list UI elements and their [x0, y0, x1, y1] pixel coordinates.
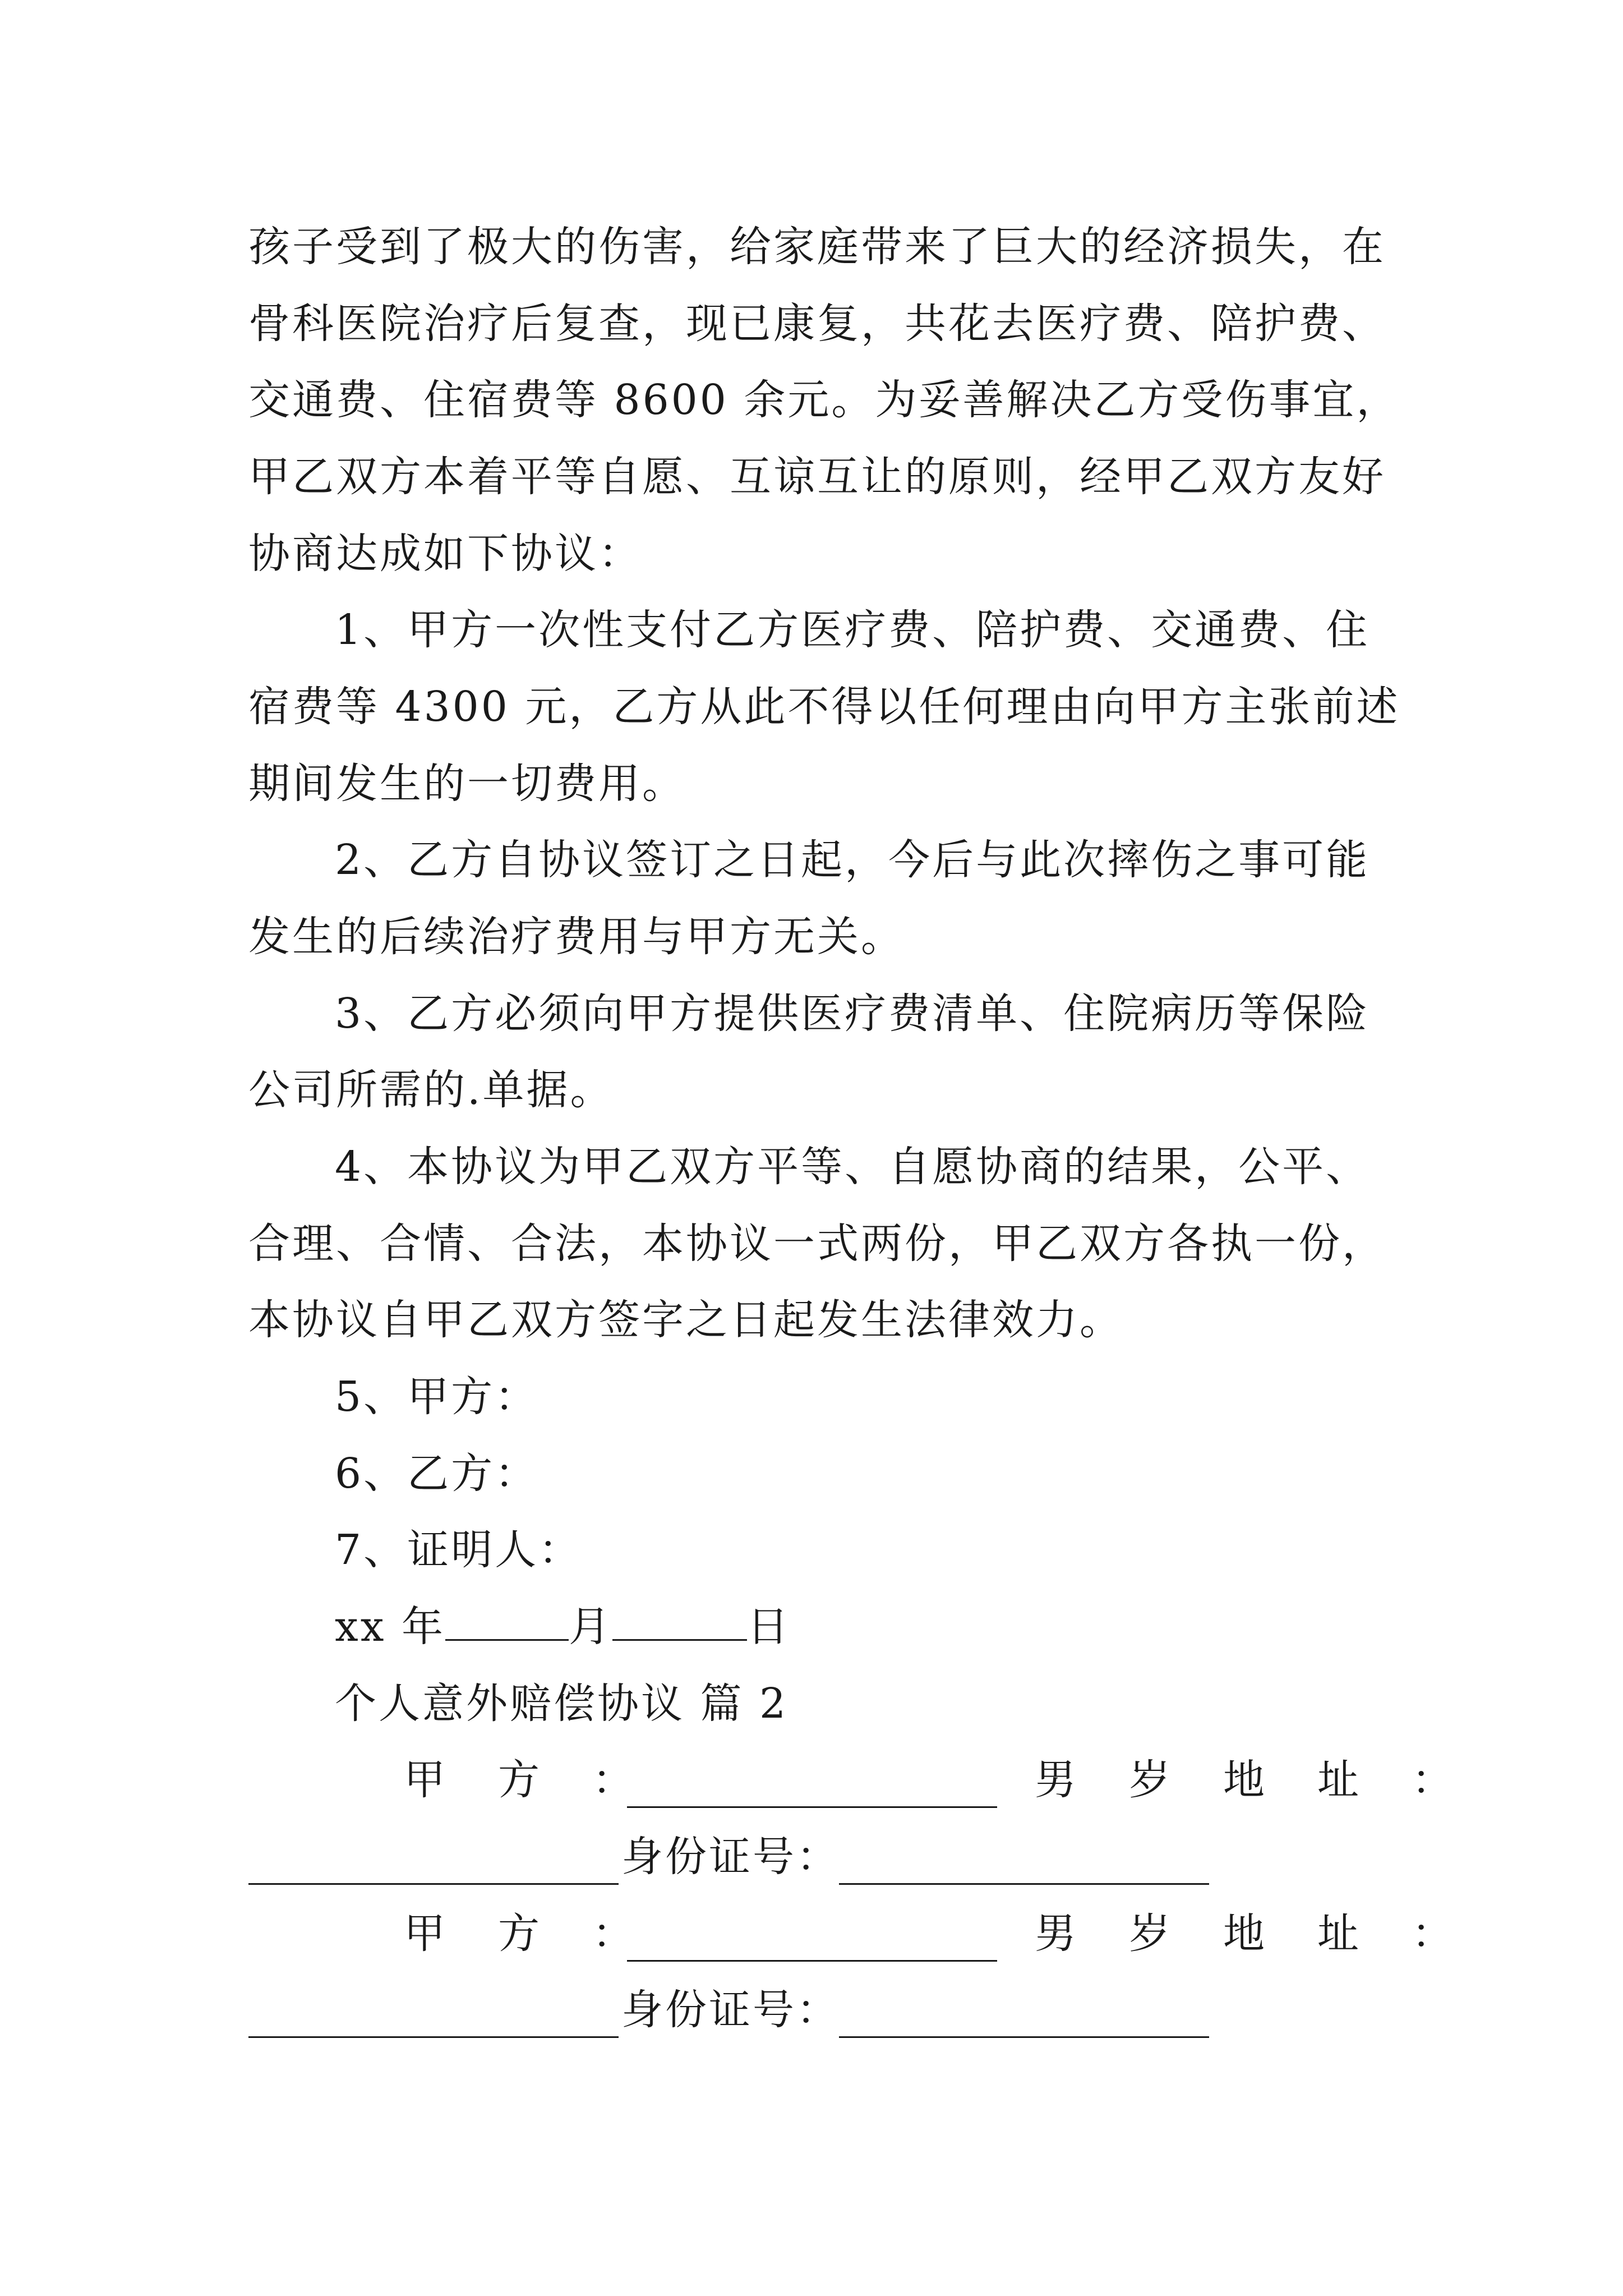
date-line [335, 1599, 791, 1655]
date-year-label: xx 年 [335, 1603, 445, 1651]
witness-label: 7、证明人： [335, 1526, 583, 1574]
paragraph-line: 协商达成如下协议： [248, 530, 642, 578]
party-a-label: 5、甲方： [335, 1373, 539, 1421]
gender-age-address-label: 男 岁 地 址 ： [1035, 1756, 1459, 1804]
clause-3-line: 3、乙方必须向甲方提供医疗费清单、住院病历等保险 [335, 990, 1370, 1038]
clause-1-line: 期间发生的一切费用。 [248, 760, 686, 808]
id-number-label: 身份证号： [621, 1833, 840, 1881]
party-name-blank [627, 1921, 997, 1962]
party-label: 甲 方 ： [404, 1756, 639, 1804]
clause-2-line: 2、乙方自协议签订之日起，今后与此次摔伤之事可能 [335, 836, 1370, 884]
address-blank [248, 1997, 619, 2038]
clause-3-line: 公司所需的.单据。 [248, 1066, 614, 1114]
clause-4-line: 本协议自甲乙双方签字之日起发生法律效力。 [248, 1296, 1123, 1344]
clause-1-line: 宿费等 4300 元，乙方从此不得以任何理由向甲方主张前述 [248, 683, 1400, 731]
clause-4-line: 4、本协议为甲乙双方平等、自愿协商的结果，公平、 [335, 1143, 1370, 1191]
id-number-label: 身份证号： [621, 1986, 840, 2034]
paragraph-line: 甲乙双方本着平等自愿、互谅互让的原则，经甲乙双方友好 [248, 453, 1386, 501]
paragraph-line: 骨科医院治疗后复查，现已康复，共花去医疗费、陪护费、 [248, 300, 1386, 348]
party-b-label: 6、乙方： [335, 1450, 539, 1498]
id-number-blank [839, 1844, 1209, 1885]
gender-age-address-label: 男 岁 地 址 ： [1035, 1910, 1459, 1958]
date-day-label: 日 [747, 1603, 791, 1651]
clause-4-line: 合理、合情、合法，本协议一式两份，甲乙双方各执一份， [248, 1220, 1386, 1268]
month-blank [445, 1600, 569, 1641]
party-label: 甲 方 ： [404, 1910, 639, 1958]
paragraph-line: 孩子受到了极大的伤害，给家庭带来了巨大的经济损失，在 [248, 223, 1386, 271]
id-number-blank [839, 1997, 1209, 2038]
section-title: 个人意外赔偿协议 篇 2 [335, 1680, 789, 1728]
paragraph-line: 交通费、住宿费等 8600 余元。为妥善解决乙方受伤事宜， [248, 376, 1400, 424]
clause-2-line: 发生的后续治疗费用与甲方无关。 [248, 913, 905, 961]
clause-1-line: 1、甲方一次性支付乙方医疗费、陪护费、交通费、住 [335, 606, 1370, 654]
day-blank [612, 1600, 747, 1641]
party-name-blank [627, 1767, 997, 1808]
address-blank [248, 1844, 619, 1885]
date-month-label: 月 [569, 1603, 612, 1651]
